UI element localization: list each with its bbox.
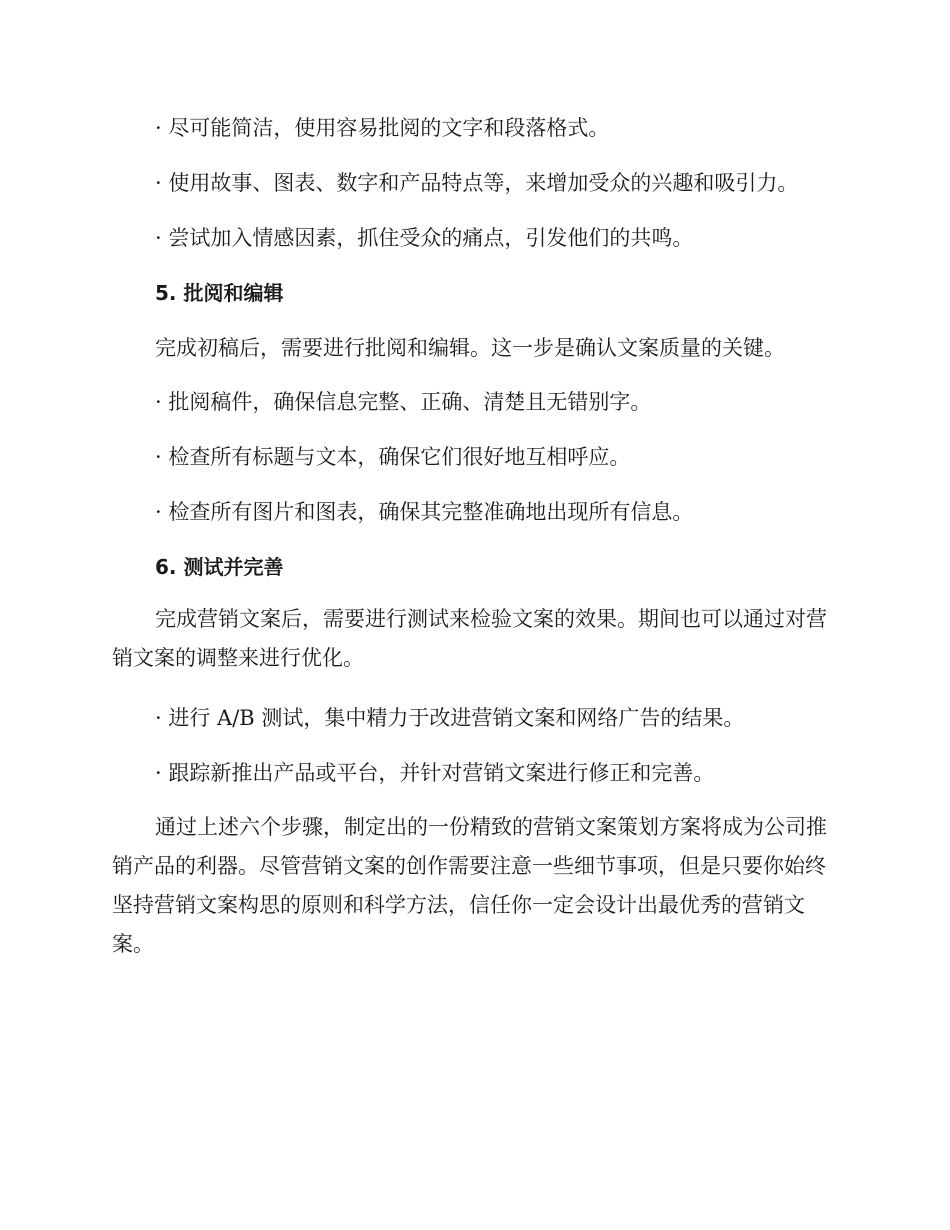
bullet-item: · 使用故事、图表、数字和产品特点等，来增加受众的兴趣和吸引力。 — [155, 171, 799, 195]
bullet-item: · 跟踪新推出产品或平台，并针对营销文案进行修正和完善。 — [155, 761, 715, 785]
paragraph: 完成初稿后，需要进行批阅和编辑。这一步是确认文案质量的关键。 — [155, 336, 785, 360]
bullet-item: · 尽可能简洁，使用容易批阅的文字和段落格式。 — [155, 116, 610, 140]
bullet-item: · 进行 A/B 测试，集中精力于改进营销文案和网络广告的结果。 — [155, 706, 745, 730]
bullet-item: · 检查所有图片和图表，确保其完整准确地出现所有信息。 — [155, 500, 694, 524]
section-heading: 5. 批阅和编辑 — [155, 281, 284, 305]
paragraph: 完成营销文案后，需要进行测试来检验文案的效果。期间也可以通过对营销文案的调整来进行优化。 — [112, 607, 827, 670]
bullet-item: · 尝试加入情感因素，抓住受众的痛点，引发他们的共鸣。 — [155, 226, 694, 250]
section-heading: 6. 测试并完善 — [155, 555, 284, 579]
bullet-item: · 检查所有标题与文本，确保它们很好地互相呼应。 — [155, 445, 631, 469]
bullet-item: · 批阅稿件，确保信息完整、正确、清楚且无错别字。 — [155, 390, 652, 414]
paragraph: 通过上述六个步骤，制定出的一份精致的营销文案策划方案将成为公司推销产品的利器。尽管营销文案的创作需要注意一些细节事项，但是只要你始终坚持营销文案构思的原则和科学方法，信任你一定会设计出最优秀的营销文案。 — [112, 815, 827, 956]
